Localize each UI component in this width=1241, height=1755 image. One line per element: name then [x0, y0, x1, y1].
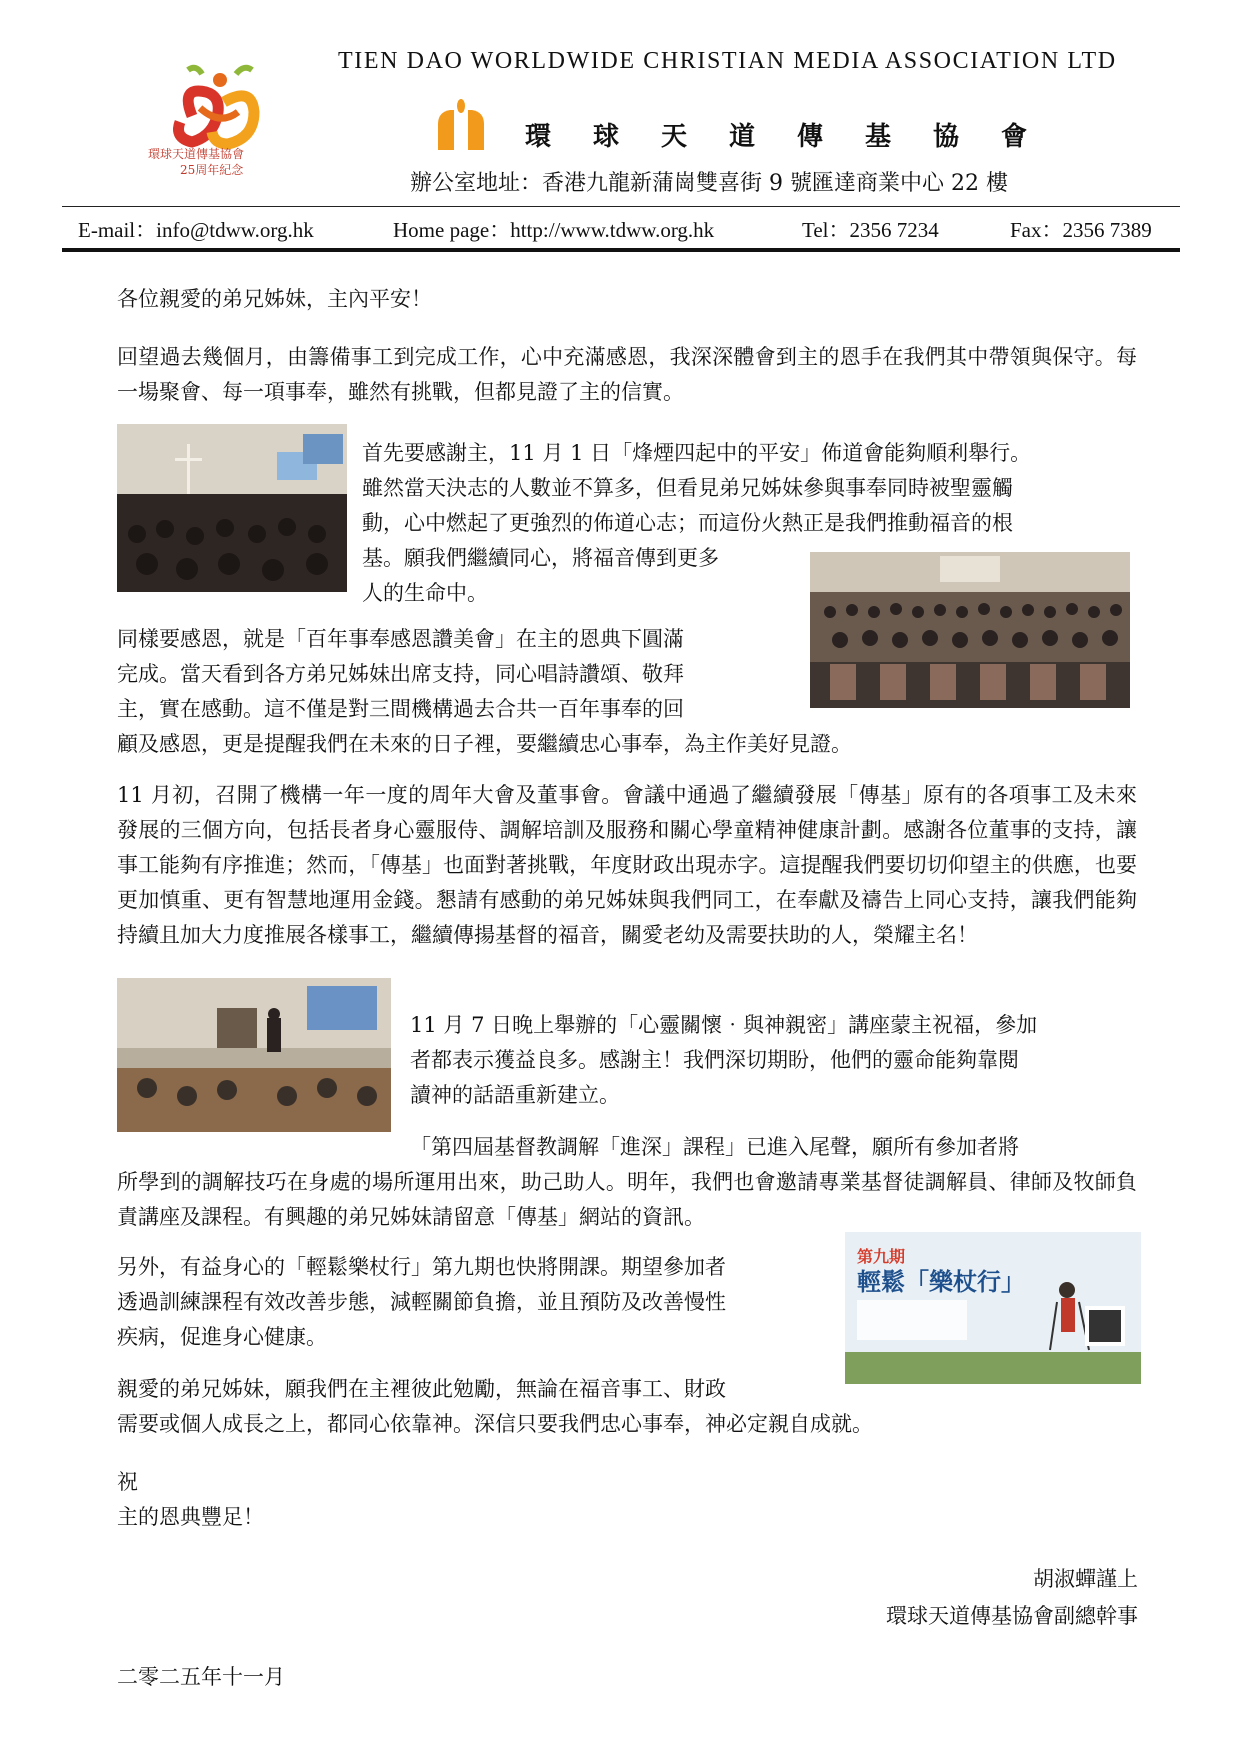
office-address: 辦公室地址：香港九龍新蒲崗雙喜街 9 號匯達商業中心 22 樓: [410, 171, 1008, 196]
paragraph-mediation-rest: 所學到的調解技巧在身處的場所運用出來，助己助人。明年，我們也會邀請專業基督徒調解員、律師及牧師負責講座及課程。有興趣的弟兄姊妹請留意「傳基」網站的資訊。: [117, 1170, 1137, 1229]
email-link[interactable]: E-mail：info@tdww.org.hk: [78, 218, 314, 242]
signer-title: 環球天道傳基協會副總幹事: [886, 1604, 1138, 1628]
telephone: Tel：2356 7234: [802, 218, 939, 242]
paragraph-thanksgiving-line1: 同樣要感恩，就是「百年事奉感恩讚美會」在主的恩典下圓滿: [117, 627, 684, 651]
letter-date: 二零二五年十一月: [117, 1665, 285, 1689]
paragraph-evangelism-line3: 動，心中燃起了更強烈的佈道心志；而這份火熱正是我們推動福音的根: [362, 511, 1013, 535]
logo-text-line2: 25周年紀念: [180, 163, 244, 177]
poster-title-small: 第九期: [857, 1247, 906, 1266]
paragraph-seminar-line2: 者都表示獲益良多。感謝主！我們深切期盼，他們的靈命能夠靠閱: [410, 1048, 1019, 1072]
org-emblem-icon: [432, 98, 490, 150]
org-name-chinese: 環球天道傳基協會: [525, 122, 1070, 152]
paragraph-annual-meeting: 11 月初，召開了機構一年一度的周年大會及董事會。會議中通過了繼續發展「傳基」原有的各項事工及未來發展的三個方向，包括長者身心靈服侍、調解培訓及服務和關心學童精神健康計劃。感謝各位董事的支持，讓事工能夠有序推進；然而，「傳基」也面對著挑戰，年度財政出現赤字。這提醒我們要切切仰望主的供應，也要更加慎重、更有智慧地運用金錢。懇請有感動的弟兄姊妹與我們同工，在奉獻及禱告上同心支持，讓我們能夠持續且加大力度推展各樣事工，繼續傳揚基督的福音，關愛老幼及需要扶助的人，榮耀主名！: [117, 783, 1137, 947]
paragraph-reflection: 回望過去幾個月，由籌備事工到完成工作，心中充滿感恩，我深深體會到主的恩手在我們其中帶領與保守。每一場聚會、每一項事奉，雖然有挑戰，但都見證了主的信實。: [117, 345, 1137, 404]
evangelistic-meeting-photo: [117, 424, 347, 592]
paragraph-evangelism-line4: 基。願我們繼續同心，將福音傳到更多: [362, 546, 719, 570]
paragraph-evangelism-line5: 人的生命中。: [362, 581, 488, 605]
paragraph-closing-line2: 需要或個人成長之上，都同心依靠神。深信只要我們忠心事奉，神必定親自成就。: [117, 1412, 873, 1436]
logo-text-line1: 環球天道傳基協會: [148, 147, 245, 161]
header-divider: [62, 206, 1180, 207]
paragraph-thanksgiving-line4: 顧及感恩，更是提醒我們在未來的日子裡，要繼續忠心事奉，為主作美好見證。: [117, 732, 852, 756]
paragraph-seminar-line3: 讀神的話語重新建立。: [410, 1083, 620, 1107]
signer-name: 胡淑蟬謹上: [1033, 1567, 1138, 1591]
header-thick-divider: [62, 248, 1180, 252]
fax: Fax：2356 7389: [1010, 218, 1152, 242]
paragraph-walking-line2: 透過訓練課程有效改善步態，減輕關節負擔，並且預防及改善慢性: [117, 1290, 726, 1314]
paragraph-walking-line3: 疾病，促進身心健康。: [117, 1325, 327, 1349]
paragraph-mediation-line1: 「第四屆基督教調解「進深」課程」已進入尾聲，願所有參加者將: [410, 1135, 1019, 1159]
closing-grace: 主的恩典豐足！: [117, 1505, 264, 1529]
paragraph-closing-line1: 親愛的弟兄姊妹，願我們在主裡彼此勉勵，無論在福音事工、財政: [117, 1377, 726, 1401]
homepage-link[interactable]: Home page：http://www.tdww.org.hk: [393, 218, 715, 242]
closing-blessing: 祝: [117, 1470, 138, 1494]
thanksgiving-group-photo: [810, 552, 1130, 708]
paragraph-seminar-line1: 11 月 7 日晚上舉辦的「心靈關懷‧與神親密」講座蒙主祝福，參加: [410, 1013, 1038, 1037]
contact-row: [78, 214, 1174, 244]
paragraph-thanksgiving-line2: 完成。當天看到各方弟兄姊妹出席支持，同心唱詩讚頌、敬拜: [117, 662, 684, 686]
seminar-photo: [117, 978, 391, 1132]
poster-title-big: 輕鬆「樂杖行」: [857, 1267, 1025, 1296]
org-name-english: TIEN DAO WORLDWIDE CHRISTIAN MEDIA ASSOCIATION LTD: [338, 48, 1117, 74]
anniversary-logo: [140, 56, 310, 186]
greeting: 各位親愛的弟兄姊妹，主內平安！: [117, 287, 432, 311]
paragraph-evangelism-line2: 雖然當天決志的人數並不算多，但看見弟兄姊妹參與事奉同時被聖靈觸: [362, 476, 1013, 500]
paragraph-evangelism-line1: 首先要感謝主，11 月 1 日「烽煙四起中的平安」佈道會能夠順利舉行。: [362, 441, 1032, 465]
paragraph-thanksgiving-line3: 主，實在感動。這不僅是對三間機構過去合共一百年事奉的回: [117, 697, 684, 721]
paragraph-walking-line1: 另外，有益身心的「輕鬆樂杖行」第九期也快將開課。期望參加者: [117, 1255, 726, 1279]
walking-course-poster: [845, 1232, 1141, 1384]
